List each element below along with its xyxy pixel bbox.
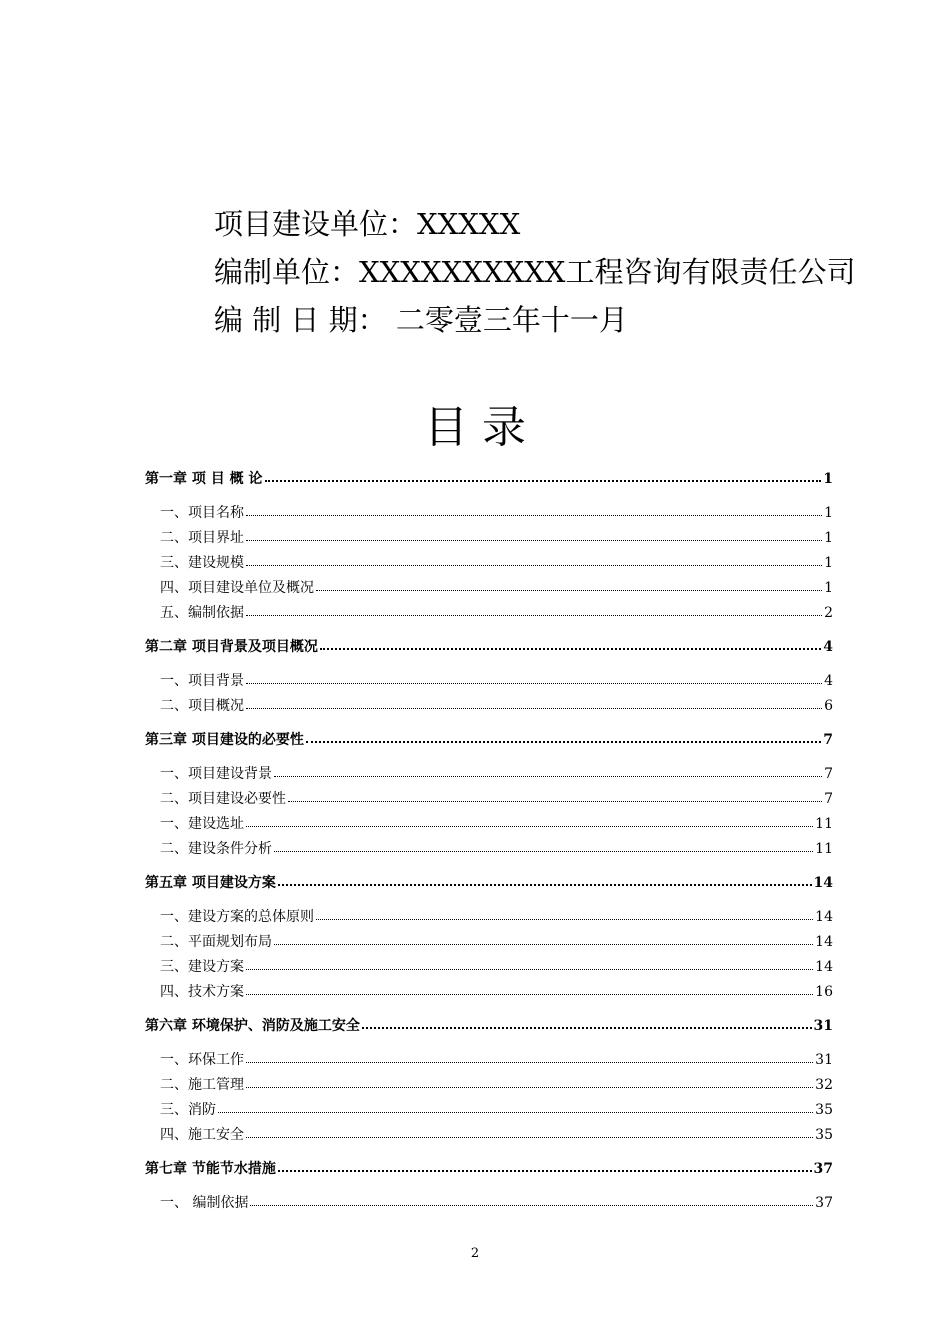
toc-entry-label: 四、技术方案 xyxy=(160,984,244,1000)
toc-title: 目 录 xyxy=(424,402,526,453)
toc-entry-page: 4 xyxy=(823,639,833,655)
dot-leader xyxy=(288,801,822,802)
toc-entry-page: 16 xyxy=(815,984,833,1000)
toc-section-entry[interactable] xyxy=(145,1191,833,1216)
toc-entry-label: 第三章 项目建设的必要性 xyxy=(145,732,304,748)
dot-leader xyxy=(246,1137,813,1138)
dot-leader xyxy=(246,994,813,995)
dot-leader xyxy=(278,884,812,886)
toc-chapter-entry[interactable] xyxy=(145,728,833,753)
dot-leader xyxy=(246,969,813,970)
toc-entry-label: 第六章 环境保护、消防及施工安全 xyxy=(145,1018,360,1034)
toc-section-entry[interactable] xyxy=(145,669,833,694)
toc-entry-page: 31 xyxy=(815,1052,833,1068)
toc-entry-page: 1 xyxy=(823,471,833,487)
toc-entry-label: 一、环保工作 xyxy=(160,1052,244,1068)
toc-section-entry[interactable] xyxy=(145,955,833,980)
dot-leader xyxy=(362,1027,812,1029)
toc-entry-label: 三、建设规模 xyxy=(160,555,244,571)
toc-entry-page: 32 xyxy=(815,1077,833,1093)
toc-entry-page: 1 xyxy=(824,580,833,596)
toc-section-entry[interactable] xyxy=(145,601,833,626)
dot-leader xyxy=(274,776,822,777)
dot-leader xyxy=(306,741,821,743)
dot-leader xyxy=(250,1205,813,1206)
toc-entry-label: 三、消防 xyxy=(160,1102,216,1118)
toc-entry-label: 一、项目背景 xyxy=(160,673,244,689)
toc-section-entry[interactable] xyxy=(145,905,833,930)
toc-entry-page: 1 xyxy=(824,505,833,521)
toc-entry-page: 1 xyxy=(824,555,833,571)
toc-chapter-entry[interactable] xyxy=(145,635,833,660)
dot-leader xyxy=(265,480,822,482)
toc-entry-label: 二、项目概况 xyxy=(160,698,244,714)
toc-entry-label: 一、项目建设背景 xyxy=(160,766,272,782)
dot-leader xyxy=(246,683,822,684)
toc-entry-label: 二、项目建设必要性 xyxy=(160,791,286,807)
toc-entry-page: 14 xyxy=(815,909,833,925)
toc-entry-label: 第七章 节能节水措施 xyxy=(145,1161,276,1177)
table-of-contents xyxy=(145,458,833,1216)
toc-section-entry[interactable] xyxy=(145,812,833,837)
toc-entry-page: 1 xyxy=(824,530,833,546)
toc-chapter-entry[interactable] xyxy=(145,871,833,896)
toc-entry-page: 7 xyxy=(824,791,833,807)
toc-entry-label: 一、 编制依据 xyxy=(160,1195,249,1211)
dot-leader xyxy=(246,1062,813,1063)
toc-chapter-entry[interactable] xyxy=(145,1157,833,1182)
toc-entry-label: 二、项目界址 xyxy=(160,530,244,546)
toc-entry-label: 第二章 项目背景及项目概况 xyxy=(145,639,318,655)
dot-leader xyxy=(316,590,822,591)
toc-section-entry[interactable] xyxy=(145,1048,833,1073)
toc-section-entry[interactable] xyxy=(145,837,833,862)
toc-chapter-entry[interactable] xyxy=(145,467,833,492)
toc-section-entry[interactable] xyxy=(145,694,833,719)
dot-leader xyxy=(278,1170,812,1172)
toc-section-entry[interactable] xyxy=(145,1123,833,1148)
compile-date-line: 编 制 日 期： 二零壹三年十一月 xyxy=(214,303,628,337)
toc-section-entry[interactable] xyxy=(145,1073,833,1098)
toc-entry-label: 三、建设方案 xyxy=(160,959,244,975)
dot-leader xyxy=(320,648,821,650)
dot-leader xyxy=(246,540,822,541)
toc-entry-label: 五、编制依据 xyxy=(160,605,244,621)
cover-info xyxy=(214,200,855,344)
toc-entry-label: 一、建设选址 xyxy=(160,816,244,832)
dot-leader xyxy=(274,851,813,852)
toc-entry-page: 7 xyxy=(824,766,833,782)
toc-entry-page: 4 xyxy=(824,673,833,689)
dot-leader xyxy=(246,708,822,709)
toc-entry-page: 2 xyxy=(824,605,833,621)
dot-leader xyxy=(246,565,822,566)
toc-section-entry[interactable] xyxy=(145,501,833,526)
toc-entry-page: 11 xyxy=(815,816,833,832)
compiling-unit-line: 编制单位：XXXXXXXXXX工程咨询有限责任公司 xyxy=(214,255,856,289)
toc-entry-page: 31 xyxy=(813,1018,833,1034)
toc-entry-page: 35 xyxy=(815,1127,833,1143)
toc-entry-label: 四、项目建设单位及概况 xyxy=(160,580,314,596)
toc-section-entry[interactable] xyxy=(145,762,833,787)
toc-entry-page: 7 xyxy=(823,732,833,748)
dot-leader xyxy=(218,1112,813,1113)
toc-section-entry[interactable] xyxy=(145,930,833,955)
dot-leader xyxy=(246,515,822,516)
dot-leader xyxy=(246,615,822,616)
toc-entry-label: 第一章 项 目 概 论 xyxy=(145,471,263,487)
dot-leader xyxy=(246,1087,813,1088)
toc-entry-label: 二、建设条件分析 xyxy=(160,841,272,857)
toc-entry-page: 14 xyxy=(813,875,833,891)
toc-section-entry[interactable] xyxy=(145,1098,833,1123)
toc-chapter-entry[interactable] xyxy=(145,1014,833,1039)
toc-entry-page: 37 xyxy=(815,1195,833,1211)
page-number: 2 xyxy=(470,1246,480,1261)
toc-section-entry[interactable] xyxy=(145,787,833,812)
toc-entry-label: 二、施工管理 xyxy=(160,1077,244,1093)
toc-section-entry[interactable] xyxy=(145,576,833,601)
dot-leader xyxy=(316,919,813,920)
toc-entry-page: 37 xyxy=(813,1161,833,1177)
toc-entry-page: 6 xyxy=(824,698,833,714)
toc-entry-page: 35 xyxy=(815,1102,833,1118)
toc-entry-page: 14 xyxy=(815,934,833,950)
toc-entry-label: 四、施工安全 xyxy=(160,1127,244,1143)
dot-leader xyxy=(246,826,813,827)
toc-section-entry[interactable] xyxy=(145,980,833,1005)
toc-entry-label: 第五章 项目建设方案 xyxy=(145,875,276,891)
toc-entry-page: 14 xyxy=(815,959,833,975)
toc-entry-page: 11 xyxy=(815,841,833,857)
construction-unit-line: 项目建设单位：XXXXX xyxy=(214,207,521,241)
toc-entry-label: 二、平面规划布局 xyxy=(160,934,272,950)
toc-entry-label: 一、建设方案的总体原则 xyxy=(160,909,314,925)
toc-section-entry[interactable] xyxy=(145,551,833,576)
toc-section-entry[interactable] xyxy=(145,526,833,551)
toc-entry-label: 一、项目名称 xyxy=(160,505,244,521)
dot-leader xyxy=(274,944,813,945)
